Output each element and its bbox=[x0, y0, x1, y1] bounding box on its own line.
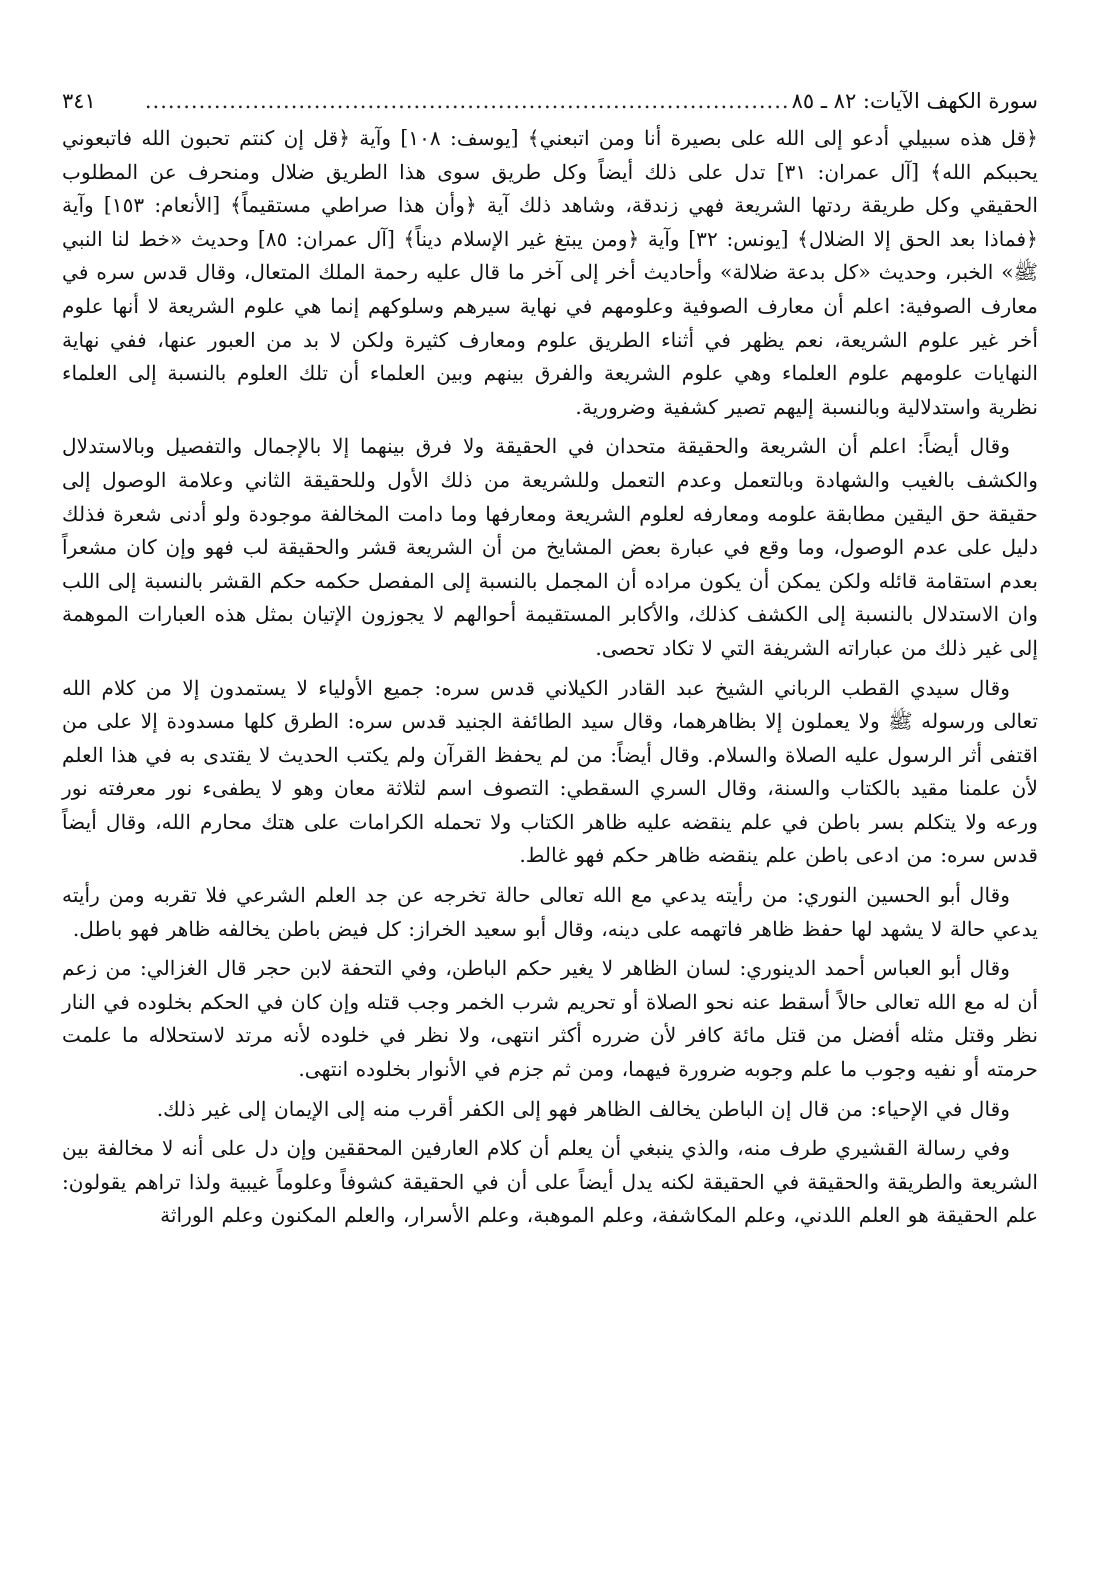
running-head-leader-dots: .................................................................................... bbox=[144, 89, 790, 113]
paragraph-4: وقال أبو الحسين النوري: من رأيته يدعي مع الله تعالى حالة تخرجه عن جد العلم الشرعي فلا تقربه ومن رأيته يدعي حالة لا يشهد لها حفظ ظاهر فاتهمه على دينه، وقال أبو سعيد الخراز: كل فيض باطن يخالفه ظاهر فهو باطل. bbox=[62, 883, 1038, 941]
paragraph-2: وقال أيضاً: اعلم أن الشريعة والحقيقة متحدان في الحقيقة ولا فرق بينهما إلا بالإجمال والتفصيل وبالاستدلال والكشف بالغيب والشهادة وبالتعمل وعدم التعمل وللشريعة من ذلك الأول وللحقيقة الثاني وعلامة الوصول إلى حقيقة حق اليقين مطابقة علومه ومعارفه لعلوم الشريعة ومعارفها وما دامت المخالفة موجودة ولو أدنى شعرة فذلك دليل على عدم الوصول، وما وقع في عبارة بعض المشايخ من أن الشريعة قشر والحقيقة لب فهو وإن كان مشعراً بعدم استقامة قائله ولكن يمكن أن يكون مراده أن المجمل بالنسبة إلى المفصل حكمه حكم القشر بالنسبة إلى اللب وان الاستدلال بالنسبة إلى الكشف كذلك، والأكابر المستقيمة أحوالهم لا يجوزون الإتيان بمثل هذه العبارات الموهمة إلى غير ذلك من عباراته الشريفة التي لا تكاد تحصى. bbox=[62, 434, 1038, 660]
paragraph-1: ﴿قل هذه سبيلي أدعو إلى الله على بصيرة أنا ومن اتبعني﴾ [يوسف: ١٠٨] وآية ﴿قل إن كنتم تحبون الله فاتبعوني يحببكم الله﴾ [آل عمران: ٣١] تدل على ذلك أيضاً وكل طريق سوى هذا الطريق ضلال ومنحرف عن المطلوب الحقيقي وكل طريقة ردتها الشريعة فهي زندقة، وشاهد ذلك آية ﴿وأن هذا صراطي مستقيماً﴾ [الأنعام: ١٥٣] وآية ﴿فماذا بعد الحق إلا الضلال﴾ [يونس: ٣٢] وآية ﴿ومن يبتغ غير الإسلام ديناً﴾ [آل عمران: ٨٥] وحديث «خط لنا النبي ﷺ» الخبر، وحديث «كل بدعة ضلالة» وأحاديث أخر إلى آخر ما قال عليه رحمة الملك المتعال، وقال قدس سره في معارف الصوفية: اعلم أن معارف الصوفية وعلومهم في نهاية سيرهم وسلوكهم إنما هي علوم الشريعة لا أنها علوم أخر غير علوم الشريعة، نعم يظهر في أثناء الطريق علوم ومعارف كثيرة ولكن لا بد من العبور عنها، ففي نهاية النهايات علومهم علوم العلماء وهي علوم الشريعة والفرق بينهم وبين العلماء أن تلك العلوم بالنسبة إلى العلماء نظرية واستدلالية وبالنسبة إليهم تصير كشفية وضرورية. bbox=[62, 126, 1038, 419]
page bbox=[62, 86, 1038, 1239]
paragraph-7: وفي رسالة القشيري طرف منه، والذي ينبغي أن يعلم أن كلام العارفين المحققين وإن دل على أنه لا مخالفة بين الشريعة والطريقة والحقيقة في الحقيقة لكنه يدل أيضاً على أن في الحقيقة كشوفاً وعلوماً غيبية ولذا تراهم يقولون: علم الحقيقة هو العلم اللدني، وعلم المكاشفة، وعلم الموهبة، وعلم الأسرار، والعلم المكنون وعلم الوراثة bbox=[62, 1136, 1038, 1228]
running-head-title: سورة الكهف الآيات: ٨٢ ـ ٨٥ bbox=[791, 89, 1038, 113]
paragraph-3: وقال سيدي القطب الرباني الشيخ عبد القادر الكيلاني قدس سره: جميع الأولياء لا يستمدون إلا من كلام الله تعالى ورسوله ﷺ ولا يعملون إلا بظاهرهما، وقال سيد الطائفة الجنيد قدس سره: الطرق كلها مسدودة إلا على من اقتفى أثر الرسول عليه الصلاة والسلام. وقال أيضاً: من لم يحفظ القرآن ولم يكتب الحديث لا يقتدى به في هذا العلم لأن علمنا مقيد بالكتاب والسنة، وقال السري السقطي: التصوف اسم لثلاثة معان وهو لا يطفىء نور معرفته نور ورعه ولا يتكلم بسر باطن في علم ينقضه عليه ظاهر الكتاب ولا تحمله الكرامات على هتك محارم الله، وقال أيضاً قدس سره: من ادعى باطن علم ينقضه ظاهر حكم فهو غالط. bbox=[62, 675, 1038, 868]
body-text bbox=[62, 122, 1038, 1233]
paragraph-6: وقال في الإحياء: من قال إن الباطن يخالف الظاهر فهو إلى الكفر أقرب منه إلى الإيمان إلى غير ذلك. bbox=[156, 1096, 1010, 1121]
paragraph-5: وقال أبو العباس أحمد الدينوري: لسان الظاهر لا يغير حكم الباطن، وفي التحفة لابن حجر قال الغزالي: من زعم أن له مع الله تعالى حالاً أسقط عنه نحو الصلاة أو تحريم شرب الخمر وجب قتله وإن كان في الحكم بخلوده في النار نظر وقتل مثله أفضل من قتل مائة كافر لأن ضرره أكثر انتهى، ولا نظر في خلوده لأنه مرتد لاستحلاله ما علمت حرمته أو نفيه وجوب ما علم وجوبه ضرورة فيهما، ومن ثم جزم في الأنوار بخلوده انتهى. bbox=[62, 956, 1038, 1082]
page-number: ٣٤١ bbox=[62, 89, 96, 113]
running-head bbox=[62, 86, 1038, 120]
